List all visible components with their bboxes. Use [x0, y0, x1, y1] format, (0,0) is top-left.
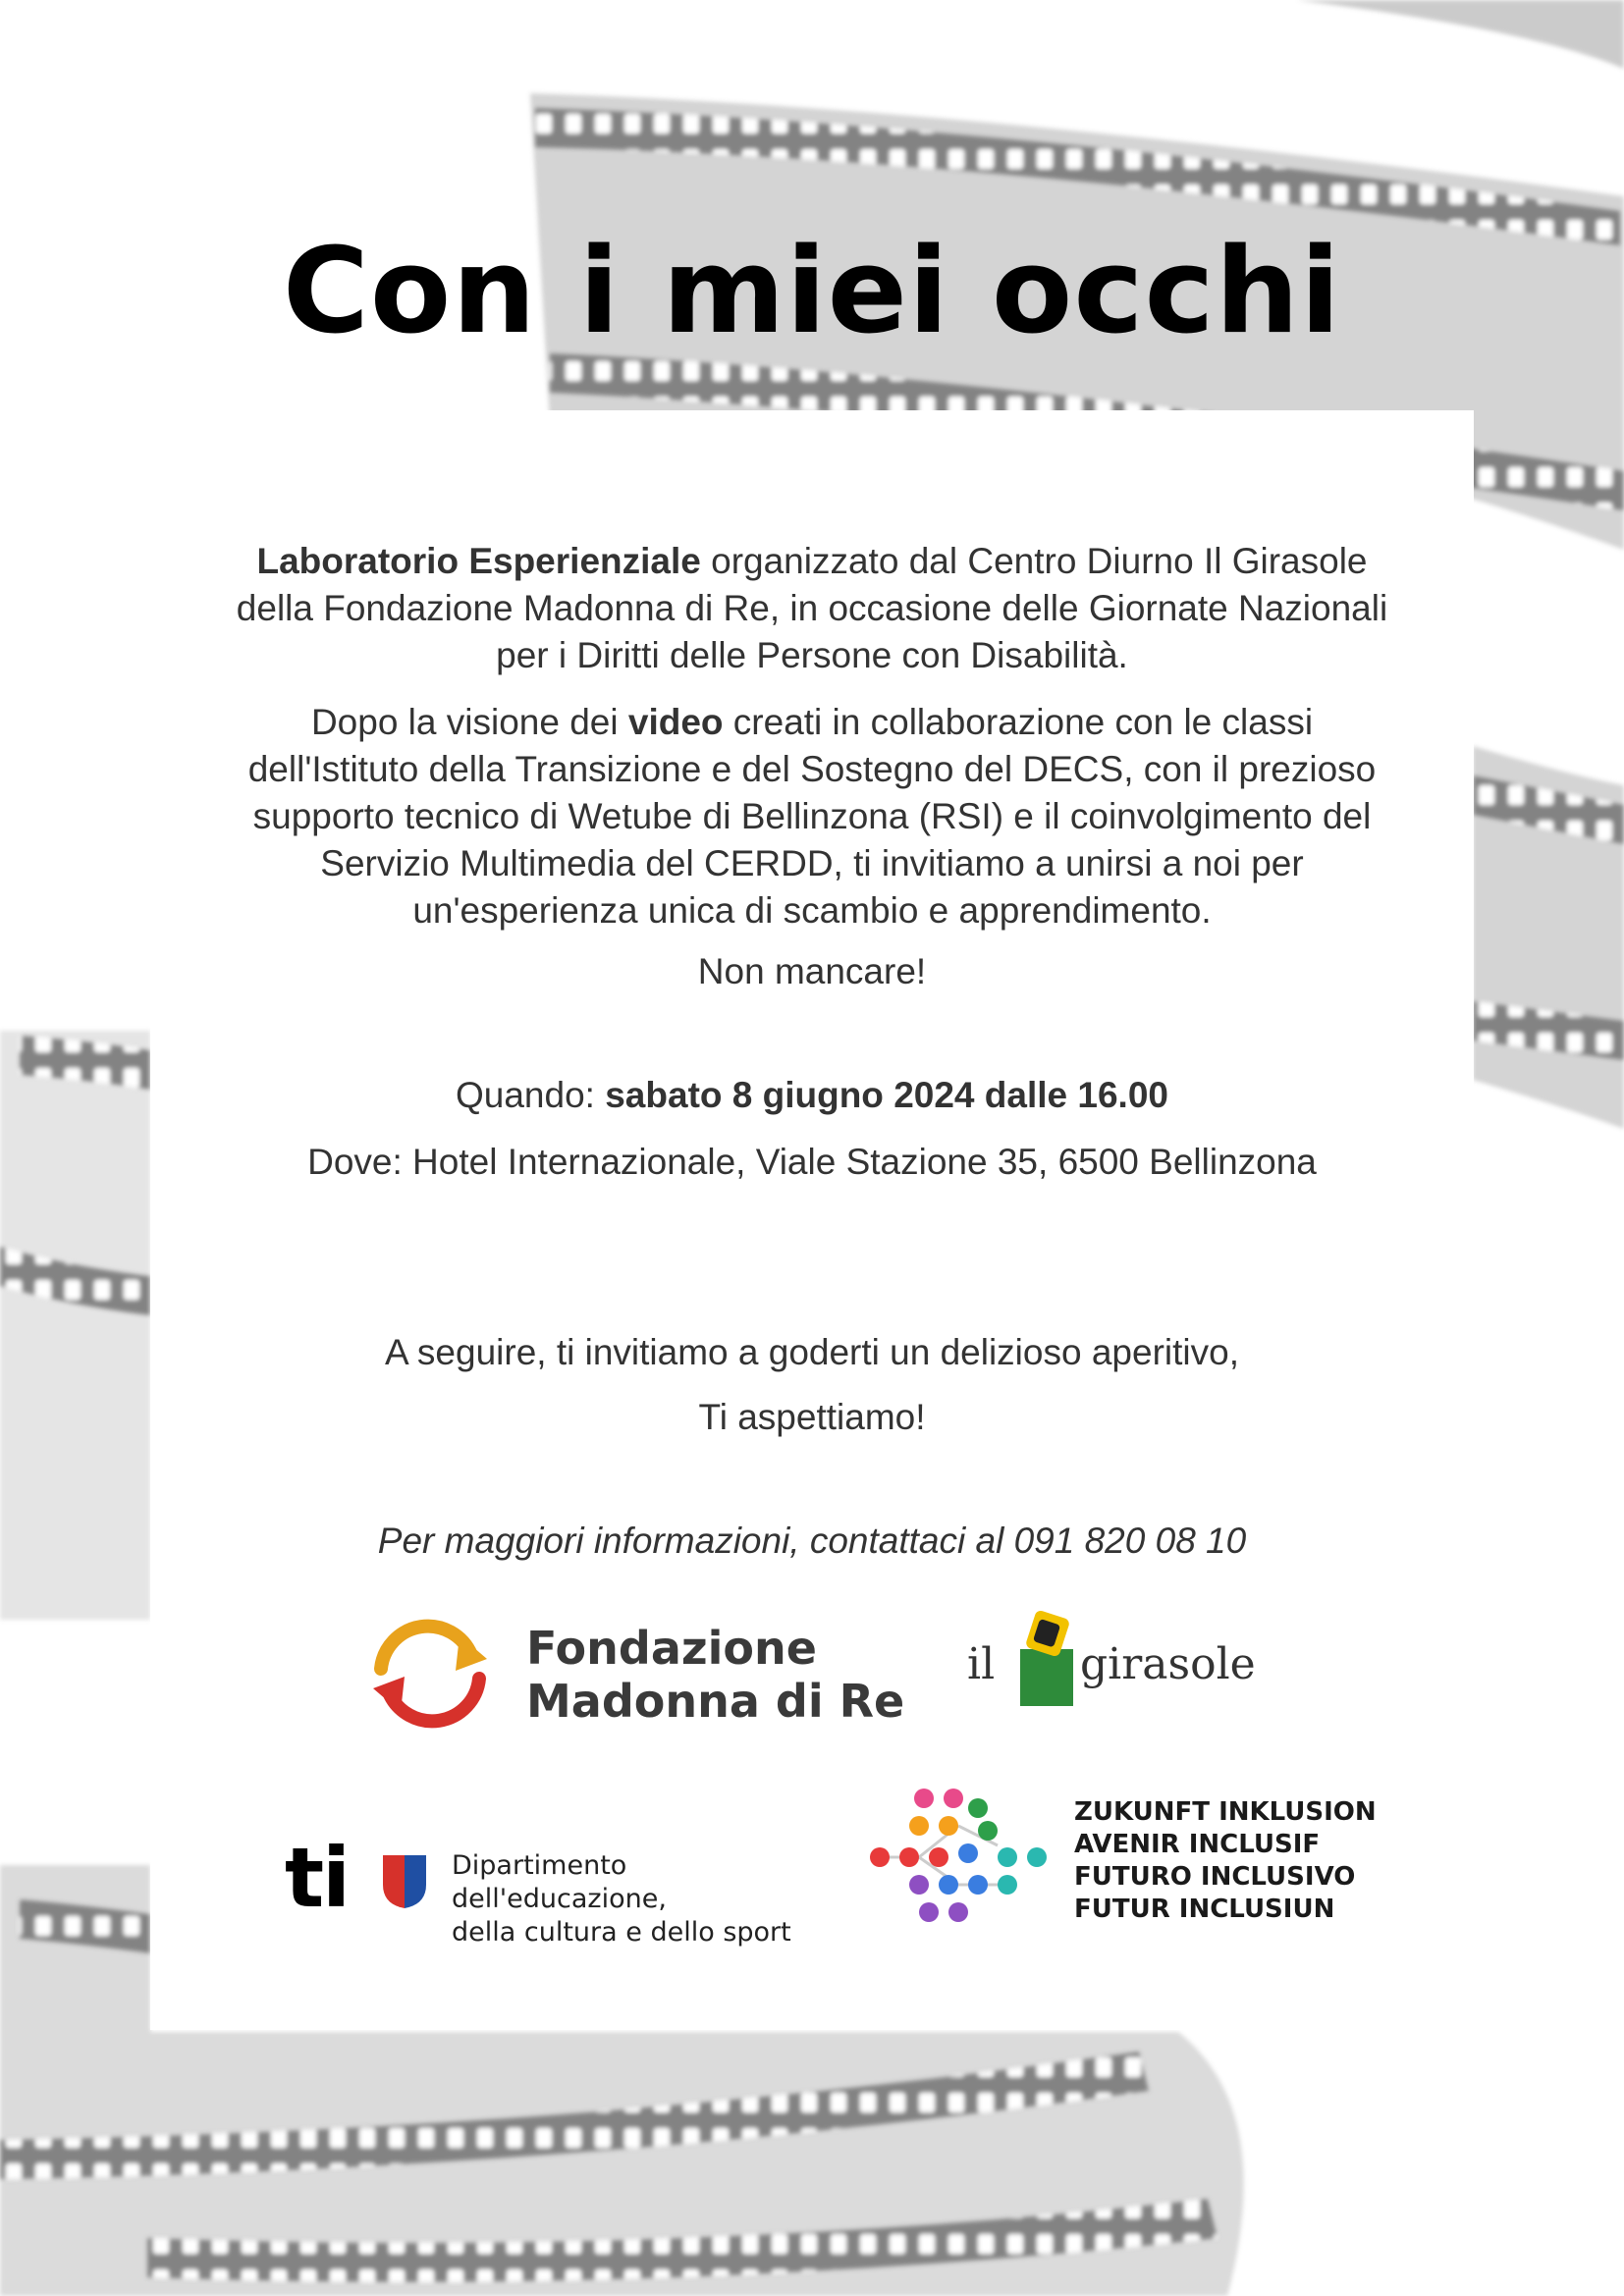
intro-line2: della Fondazione Madonna di Re, in occasione delle Giornate Nazionali — [236, 588, 1388, 628]
girasole-name: girasole — [1080, 1639, 1256, 1689]
video-line1-post: creati in collaborazione con le classi — [723, 702, 1314, 742]
girasole-flower-icon — [1016, 1610, 1077, 1708]
non-mancare-text: Non mancare! — [697, 951, 927, 991]
intro-line1: organizzato dal Centro Diurno Il Girasole — [700, 541, 1368, 581]
contact-info: Per maggiori informazioni, contattaci al 091 820 08 10 — [377, 1521, 1247, 1561]
il-girasole-logo — [967, 1610, 1256, 1718]
inclusion-line3: FUTURO INCLUSIVO — [1074, 1862, 1356, 1892]
video-line5: un'esperienza unica di scambio e apprendimento. — [412, 890, 1212, 931]
intro-paragraph — [150, 538, 1474, 679]
futuro-inclusivo-logo — [860, 1787, 1390, 1934]
aperitivo-line: A seguire, ti invitiamo a goderti un delizioso aperitivo, — [385, 1332, 1239, 1372]
video-line3: supporto tecnico di Wetube di Bellinzona (RSI) e il coinvolgimento del — [252, 796, 1372, 836]
video-line4: Servizio Multimedia del CERDD, ti invitiamo a unirsi a noi per — [320, 843, 1304, 883]
inclusion-dots-icon — [860, 1787, 1056, 1934]
decs-line1: Dipartimento dell'educazione, — [452, 1850, 667, 1914]
fondazione-madonna-di-re-logo — [361, 1610, 950, 1737]
inclusion-line4: FUTUR INCLUSIUN — [1074, 1895, 1335, 1924]
fmr-arrows-icon — [361, 1610, 499, 1737]
where-line: Dove: Hotel Internazionale, Viale Stazione 35, 6500 Bellinzona — [307, 1142, 1317, 1182]
inclusion-line1: ZUKUNFT INKLUSION — [1074, 1797, 1377, 1827]
ticino-decs-logo — [285, 1830, 835, 1948]
aspettiamo-line: Ti aspettiamo! — [698, 1397, 926, 1437]
when-value: sabato 8 giugno 2024 dalle 16.00 — [605, 1075, 1168, 1115]
video-line1-pre: Dopo la visione dei — [310, 702, 628, 742]
inclusion-line2: AVENIR INCLUSIF — [1074, 1830, 1321, 1859]
video-paragraph — [150, 699, 1474, 934]
video-line1-bold: video — [627, 702, 724, 742]
intro-line3: per i Diritti delle Persone con Disabilità. — [496, 635, 1128, 675]
ti-mark: ti — [285, 1830, 349, 1926]
page-title: Con i miei occhi — [282, 224, 1342, 360]
video-line2: dell'Istituto della Transizione e del Sostegno del DECS, con il prezioso — [247, 749, 1377, 789]
fmr-line2: Madonna di Re — [526, 1675, 905, 1728]
girasole-il: il — [967, 1639, 996, 1689]
when-label: Quando: — [456, 1075, 606, 1115]
intro-bold-label: Laboratorio Esperienziale — [256, 541, 701, 581]
when-line — [150, 1072, 1474, 1119]
ticino-shield-icon — [383, 1855, 426, 1908]
decs-line2: della cultura e dello sport — [452, 1917, 791, 1948]
fmr-line1: Fondazione — [526, 1622, 817, 1675]
